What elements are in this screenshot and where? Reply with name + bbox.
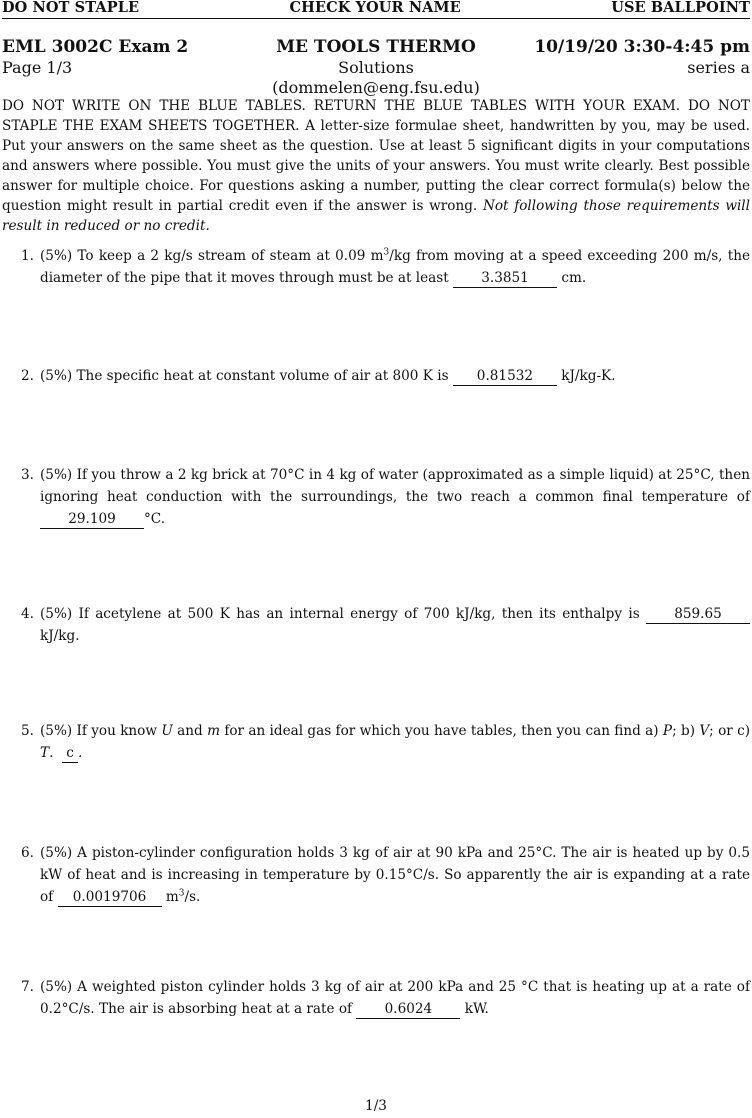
question-number: 7. (21, 979, 34, 995)
question-text: (5%) To keep a 2 kg/s stream of steam at 0.09 m (40, 248, 384, 264)
question-4 (16, 603, 750, 647)
banner-left: DO NOT STAPLE (2, 0, 140, 16)
answer-unit: kJ/kg-K. (561, 368, 616, 384)
answer-unit: °C. (144, 511, 166, 527)
answer-unit: . (78, 745, 83, 761)
banner-right: USE BALLPOINT (611, 0, 750, 16)
question-text: (5%) The specific heat at constant volume of air at 800 K is (40, 368, 449, 384)
instructions-emphasis: Not following those requirements will result in reduced or no credit. (2, 198, 750, 234)
answer-unit: kW. (464, 1001, 489, 1017)
question-text: (5%) A piston-cylinder configuration holds 3 kg of air at 90 kPa and 25°C. The air is heated up by 0.5 kW of heat and is increasing in temperature by 0.15°C/s. So apparently the air is expanding at a rate of (40, 845, 750, 905)
question-6 (16, 842, 750, 908)
variable-m: m (207, 723, 220, 739)
variable-u: U (161, 723, 173, 739)
question-text: (5%) If you throw a 2 kg brick at 70°C in 4 kg of water (approximated as a simple liquid) at 25°C, then ignoring heat conduction with the surroundings, the two reach a common final temperature of (40, 467, 750, 505)
question-7 (16, 976, 750, 1020)
question-text: ; or c) (709, 723, 751, 739)
answer-field-3[interactable]: 29.109 (40, 510, 144, 529)
question-text: ; b) (672, 723, 695, 739)
page-indicator: Page 1/3 (2, 58, 73, 77)
exam-title: ME TOOLS THERMO (276, 37, 476, 57)
variable-p: P (662, 723, 673, 739)
question-number: 1. (21, 248, 34, 264)
answer-field-6[interactable]: 0.0019706 (58, 888, 162, 907)
superscript: 3 (178, 888, 185, 899)
question-text: and (177, 723, 203, 739)
question-number: 4. (21, 606, 34, 622)
variable-v: V (699, 723, 710, 739)
question-3 (16, 464, 750, 530)
answer-unit: /s. (184, 889, 201, 905)
answer-field-4[interactable]: 859.65 (646, 605, 750, 624)
question-number: 3. (21, 467, 34, 483)
banner-center: CHECK YOUR NAME (289, 0, 461, 16)
answer-field-5[interactable]: c (62, 744, 78, 763)
answer-unit: kJ/kg. (40, 628, 80, 644)
answer-field-7[interactable]: 0.6024 (356, 1000, 460, 1019)
exam-header (2, 36, 750, 98)
series-label: series a (687, 58, 750, 77)
question-number: 6. (21, 845, 34, 861)
page-footer: 1/3 (365, 1098, 387, 1114)
course-code: EML 3002C Exam 2 (2, 37, 189, 57)
question-text: (5%) If you know (40, 723, 158, 739)
superscript: 3 (383, 247, 390, 258)
question-number: 2. (21, 368, 34, 384)
question-text: /kg from moving at a speed exceeding 200 m/s, the diameter of the pipe that it moves through must be at least (40, 248, 750, 286)
instructions (2, 96, 750, 236)
exam-datetime: 10/19/20 3:30-4:45 pm (534, 37, 750, 57)
answer-field-1[interactable]: 3.3851 (453, 269, 557, 288)
question-2 (16, 365, 750, 387)
instructions-text: DO NOT WRITE ON THE BLUE TABLES. RETURN THE BLUE TABLES WITH YOUR EXAM. DO NOT STAPLE THE EXAM SHEETS TOGETHER. A letter-size formulae sheet, handwritten by you, may be used. Put your answers on the same sheet as the question. Use at least 5 significant digits in your computations and answers where possible. You must give the units of your answers. You must write clearly. Best possible answer for multiple choice. For questions asking a number, putting the clear correct formula(s) below the question might result in partial credit even if the answer is wrong. (2, 98, 750, 214)
question-text: for an ideal gas for which you have tables, then you can find a) (224, 723, 659, 739)
solutions-author: Solutions (dommelen@eng.fsu.edu) (272, 58, 480, 97)
question-1 (16, 245, 750, 289)
question-text: (5%) A weighted piston cylinder holds 3 kg of air at 200 kPa and 25 °C that is heating up at a rate of 0.2°C/s. The air is absorbing heat at a rate of (40, 979, 750, 1017)
top-banner (2, 0, 750, 19)
question-number: 5. (21, 723, 34, 739)
question-5 (16, 720, 750, 764)
answer-unit: m (165, 889, 179, 905)
answer-field-2[interactable]: 0.81532 (453, 367, 557, 386)
answer-unit: cm. (561, 270, 587, 286)
variable-t: T (40, 745, 50, 761)
question-text: (5%) If acetylene at 500 K has an internal energy of 700 kJ/kg, then its enthalpy is (40, 606, 640, 622)
question-text: . (49, 745, 54, 761)
